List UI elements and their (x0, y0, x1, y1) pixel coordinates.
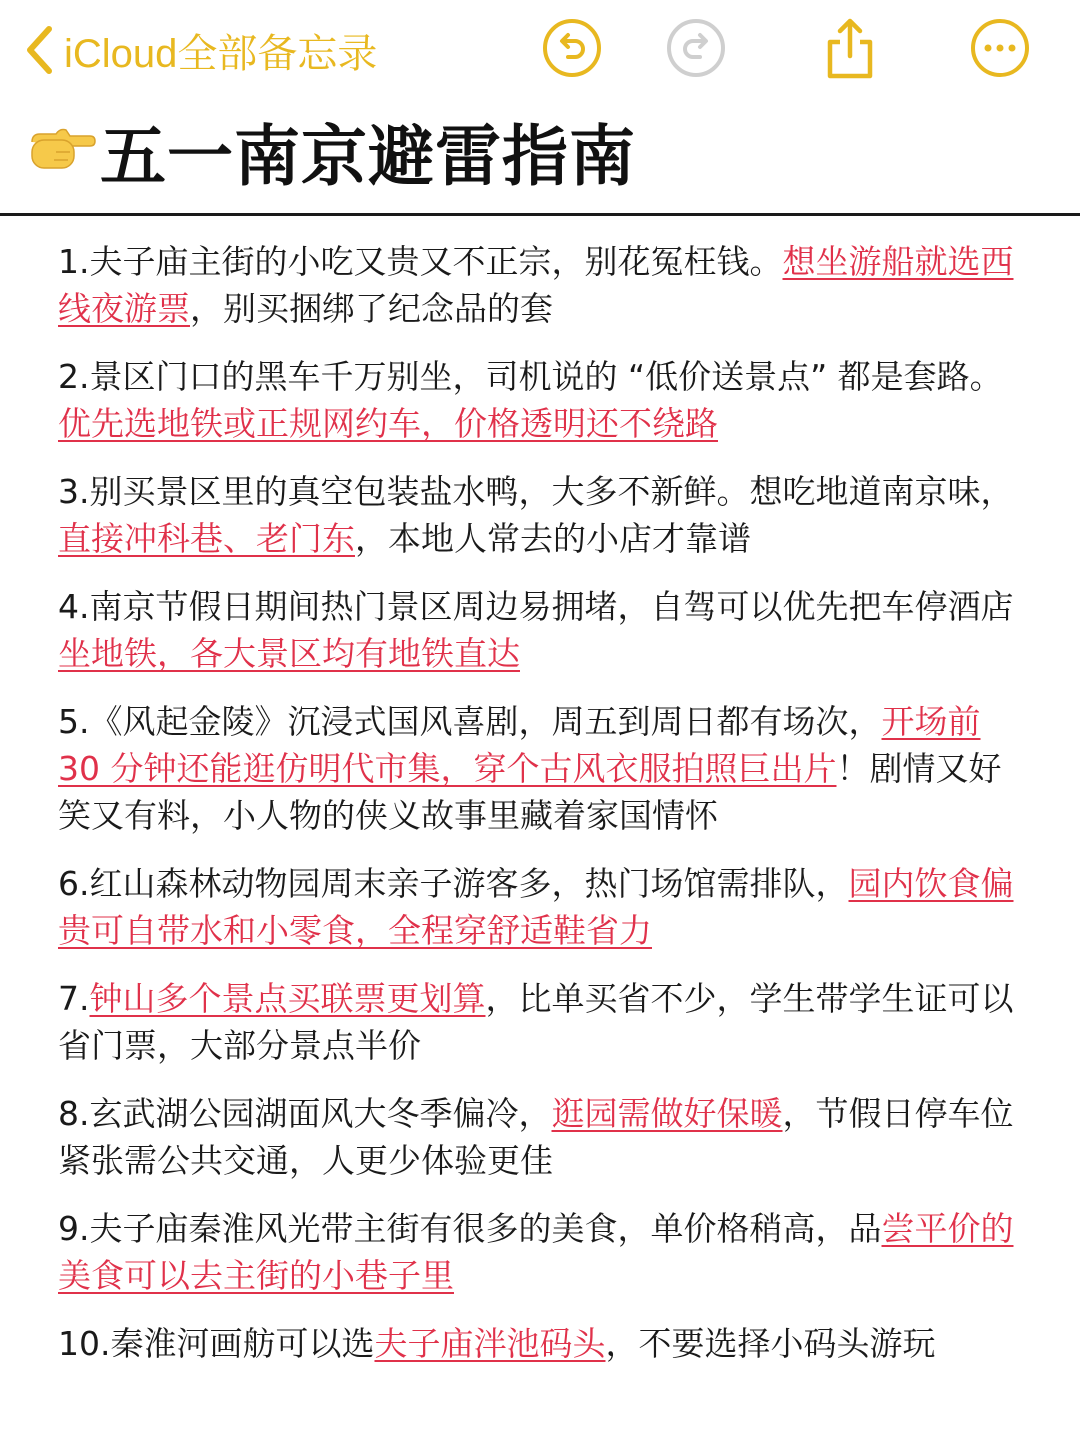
more-icon (969, 17, 1031, 83)
tip-item-1 (58, 238, 1026, 332)
tip-text: 6.红山森林动物园周末亲子游客多，热门场馆需排队， (58, 864, 849, 903)
tip-text: ，比单买省不少，学生带学生证可以省门票，大部分景点半价 (58, 979, 1014, 1065)
tip-text: ！剧情又好笑又有料，小人物的侠义故事里藏着家国情怀 (58, 749, 1002, 835)
tip-text: 4.南京节假日期间热门景区周边易拥堵，自驾可以优先把车停酒店 (58, 587, 1014, 626)
share-icon (820, 16, 880, 84)
undo-icon (541, 17, 603, 83)
redo-button[interactable] (664, 18, 728, 82)
tip-item-7 (58, 975, 1026, 1069)
share-button[interactable] (818, 18, 882, 82)
tip-item-3 (58, 468, 1026, 562)
tip-text: ，本地人常去的小店才靠谱 (355, 519, 751, 558)
back-label: iCloud全部备忘录 (64, 31, 378, 76)
tip-text: 1.夫子庙主街的小吃又贵又不正宗，别花冤枉钱。 (58, 242, 783, 281)
tip-item-6 (58, 860, 1026, 954)
title-divider (0, 213, 1080, 216)
tip-highlight: 尝平价的美食可以去主街的小巷子里 (58, 1209, 1014, 1295)
tip-text: 2.景区门口的黑车千万别坐，司机说的 “低价送景点” 都是套路。 (58, 357, 1003, 396)
toolbar (0, 0, 1080, 100)
tip-item-10 (58, 1320, 1026, 1367)
tip-text: 8.玄武湖公园湖面风大冬季偏冷， (58, 1094, 552, 1133)
tip-text: 9.夫子庙秦淮风光带主街有很多的美食，单价格稍高，品 (58, 1209, 882, 1248)
tip-text: ，节假日停车位紧张需公共交通，人更少体验更佳 (58, 1094, 1014, 1180)
chevron-left-icon (24, 24, 54, 76)
back-button[interactable] (24, 18, 377, 82)
note-title: 五一南京避雷指南 (100, 117, 636, 195)
tip-text: 7. (58, 979, 90, 1018)
tip-text: 5.《风起金陵》沉浸式国风喜剧，周五到周日都有场次， (58, 702, 882, 741)
tip-highlight: 园内饮食偏贵可自带水和小零食，全程穿舒适鞋省力 (58, 864, 1014, 950)
tip-item-4 (58, 583, 1026, 677)
tip-highlight: 想坐游船就选西线夜游票 (58, 242, 1014, 328)
tip-highlight: 钟山多个景点买联票更划算 (89, 979, 486, 1018)
more-button[interactable] (968, 18, 1032, 82)
note-body[interactable] (58, 238, 1026, 1388)
pointing-hand-icon (26, 122, 96, 178)
tip-highlight: 直接冲科巷、老门东 (58, 519, 355, 558)
tip-highlight: 夫子庙泮池码头 (374, 1324, 606, 1363)
note-title-row (26, 108, 636, 195)
tip-text: ，不要选择小码头游玩 (605, 1324, 936, 1363)
tip-highlight: 优先选地铁或正规网约车，价格透明还不绕路 (58, 404, 718, 443)
tip-item-8 (58, 1090, 1026, 1184)
undo-button[interactable] (540, 18, 604, 82)
tip-text: 3.别买景区里的真空包装盐水鸭，大多不新鲜。想吃地道南京味， (58, 472, 1014, 511)
tip-highlight: 开场前 30 分钟还能逛仿明代市集，穿个古风衣服拍照巨出片 (58, 702, 981, 788)
redo-icon (665, 17, 727, 83)
tip-highlight: 坐地铁，各大景区均有地铁直达 (58, 634, 520, 673)
tip-item-9 (58, 1205, 1026, 1299)
tip-text: ，别买捆绑了纪念品的套 (190, 289, 553, 328)
tip-item-5 (58, 698, 1026, 839)
tip-text: 10.秦淮河画舫可以选 (58, 1324, 375, 1363)
tip-highlight: 逛园需做好保暖 (551, 1094, 783, 1133)
tip-item-2 (58, 353, 1026, 447)
